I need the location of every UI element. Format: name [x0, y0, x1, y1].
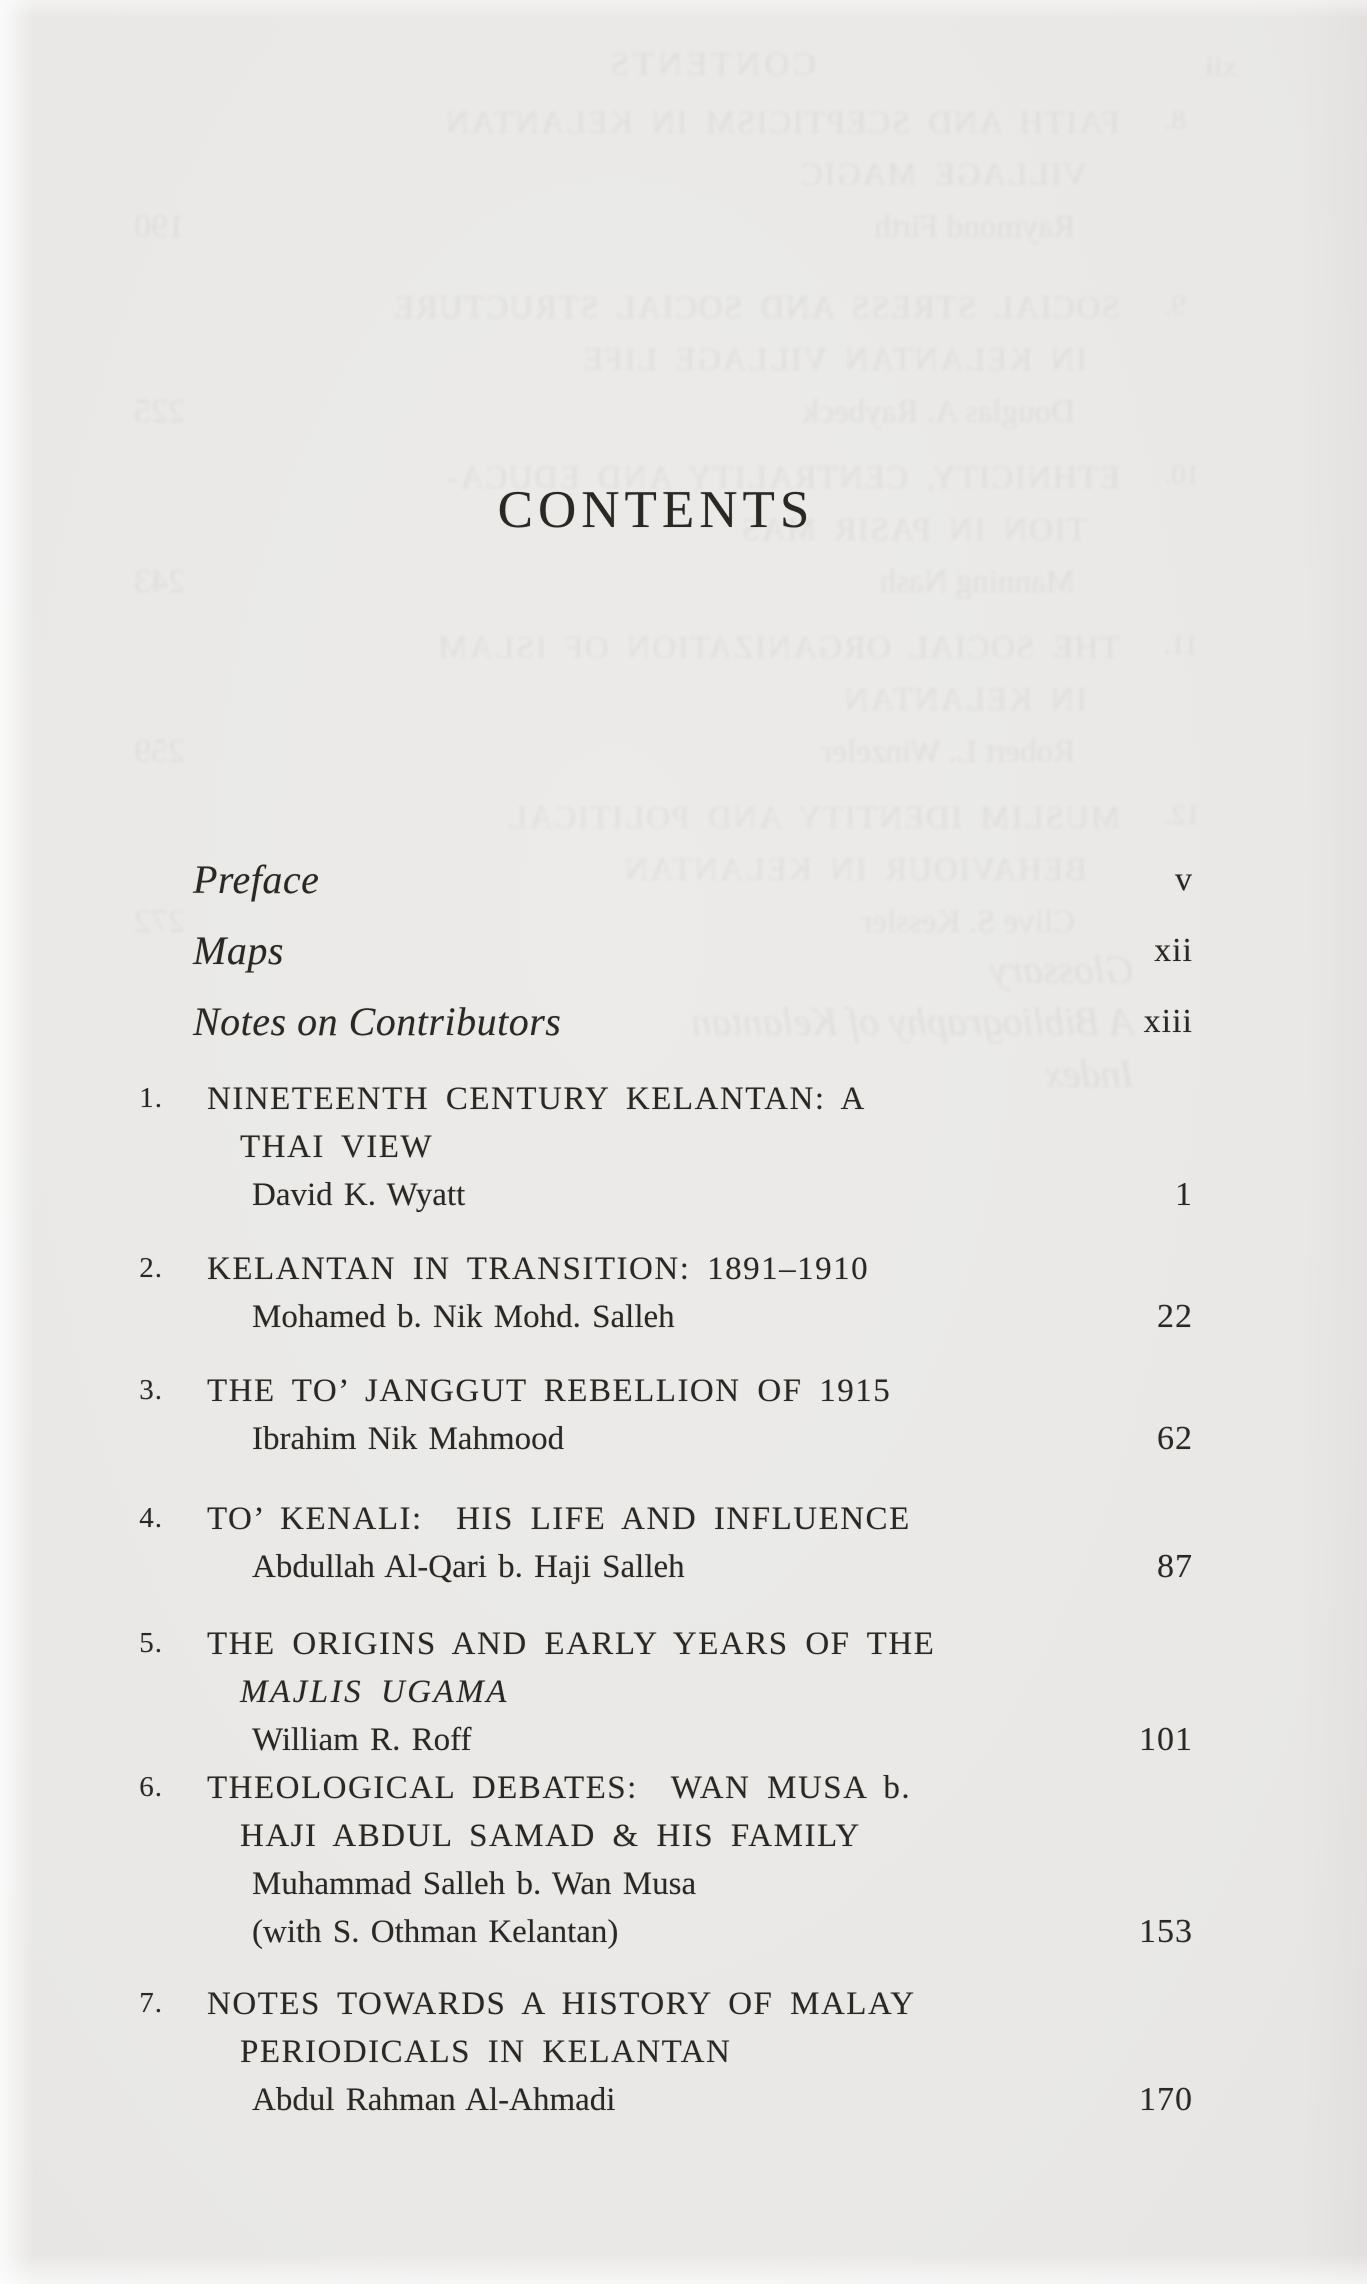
entry-title-line: THE ORIGINS AND EARLY YEARS OF THE [207, 1626, 936, 1662]
entry-number: 1. [139, 1082, 163, 1114]
entry-number: 2. [139, 1252, 163, 1284]
entry-number: 7. [139, 1987, 163, 2019]
entry-author-line: Abdul Rahman Al-Ahmadi 170 [252, 2076, 1193, 2124]
entry-title-line: THE TO’ JANGGUT REBELLION OF 1915 [207, 1373, 892, 1409]
ghost-back-matter-row: A Bibliography of Kelantan [691, 999, 1134, 1044]
entry-title-line: PERIODICALS IN KELANTAN [240, 2034, 732, 2070]
entry-number: 6. [139, 1771, 163, 1803]
toc-entry-5 [0, 1620, 1193, 1764]
ghost-back-matter-row: Index [1045, 1051, 1134, 1096]
entry-author-line: Ibrahim Nik Mahmood 62 [252, 1415, 1193, 1463]
entry-title-line: HAJI ABDUL SAMAD & HIS FAMILY [240, 1818, 861, 1854]
page-title: CONTENTS [497, 480, 815, 539]
fm-row-maps [193, 927, 1193, 979]
ghost-entry: 9. SOCIAL STRESS AND SOCIAL STRUCTURE IN KELANTAN VILLAGE LIFE Douglas A. Raybeck 225 [134, 289, 1186, 430]
entry-title-line: NINETEENTH CENTURY KELANTAN: A [207, 1081, 866, 1117]
entry-author-line: David K. Wyatt 1 [252, 1171, 1193, 1219]
entry-author-line: Muhammad Salleh b. Wan Musa [252, 1866, 697, 1902]
entry-page-number: 153 [1139, 1913, 1193, 1950]
entry-title-line: TO’ KENALI: HIS LIFE AND INFLUENCE [207, 1501, 911, 1537]
fm-label: Preface [193, 857, 320, 902]
entry-page-number: 170 [1139, 2081, 1193, 2118]
ghost-running-folio: xii [1205, 50, 1237, 83]
ghost-entry: 12. MUSLIM IDENTITY AND POLITICAL BEHAVIOUR IN KELANTAN Clive S. Kessler 272 [134, 799, 1201, 940]
ghost-back-matter-row: Glossary [989, 947, 1134, 992]
entry-page-number: 22 [1157, 1298, 1193, 1335]
entry-author-line: Mohamed b. Nik Mohd. Salleh 22 [252, 1293, 1193, 1341]
entry-author-line: William R. Roff 101 [252, 1716, 1193, 1764]
toc-entry-4 [0, 1495, 1193, 1591]
entry-author-line: (with S. Othman Kelantan) 153 [252, 1908, 1193, 1956]
toc-entry-7 [0, 1980, 1193, 2124]
fm-page-number: v [1175, 861, 1193, 898]
ghost-entry: 8. FAITH AND SCEPTICISM IN KELANTAN VILLAGE MAGIC Raymond Firth 190 [134, 104, 1186, 245]
fm-row-preface [193, 856, 1193, 908]
entry-author-line: Abdullah Al-Qari b. Haji Salleh 87 [252, 1543, 1193, 1591]
entry-number: 4. [139, 1502, 163, 1534]
fm-label: Maps [193, 928, 284, 973]
ghost-running-head: CONTENTS [606, 46, 816, 83]
entry-page-number: 62 [1157, 1420, 1193, 1457]
entry-title-line-italic: MAJLIS UGAMA [240, 1674, 509, 1710]
entry-page-number: 1 [1175, 1176, 1193, 1213]
toc-entry-3 [0, 1367, 1193, 1463]
entry-number: 3. [139, 1374, 163, 1406]
fm-label: Notes on Contributors [193, 999, 562, 1044]
toc-entry-1 [0, 1075, 1193, 1219]
toc-entry-2 [0, 1245, 1193, 1341]
entry-title-line: KELANTAN IN TRANSITION: 1891–1910 [207, 1251, 870, 1287]
fm-row-notes-on-contributors [193, 998, 1193, 1050]
fm-page-number: xiii [1143, 1003, 1193, 1040]
ghost-entry: 11. THE SOCIAL ORGANIZATION OF ISLAM IN KELANTAN Robert L. Winzeler 259 [134, 629, 1200, 770]
entry-title-line: THAI VIEW [240, 1129, 434, 1165]
entry-page-number: 87 [1157, 1548, 1193, 1585]
entry-number: 5. [139, 1627, 163, 1659]
ghost-entry: 10. ETHNICITY, CENTRALITY AND EDUCA- TION IN PASIR MAS Manning Nash 243 [134, 459, 1201, 600]
entry-page-number: 101 [1139, 1721, 1193, 1758]
entry-title-line: THEOLOGICAL DEBATES: WAN MUSA b. [207, 1770, 912, 1806]
fm-page-number: xii [1154, 932, 1193, 969]
toc-entry-6 [0, 1764, 1193, 1956]
entry-title-line: NOTES TOWARDS A HISTORY OF MALAY [207, 1986, 916, 2022]
